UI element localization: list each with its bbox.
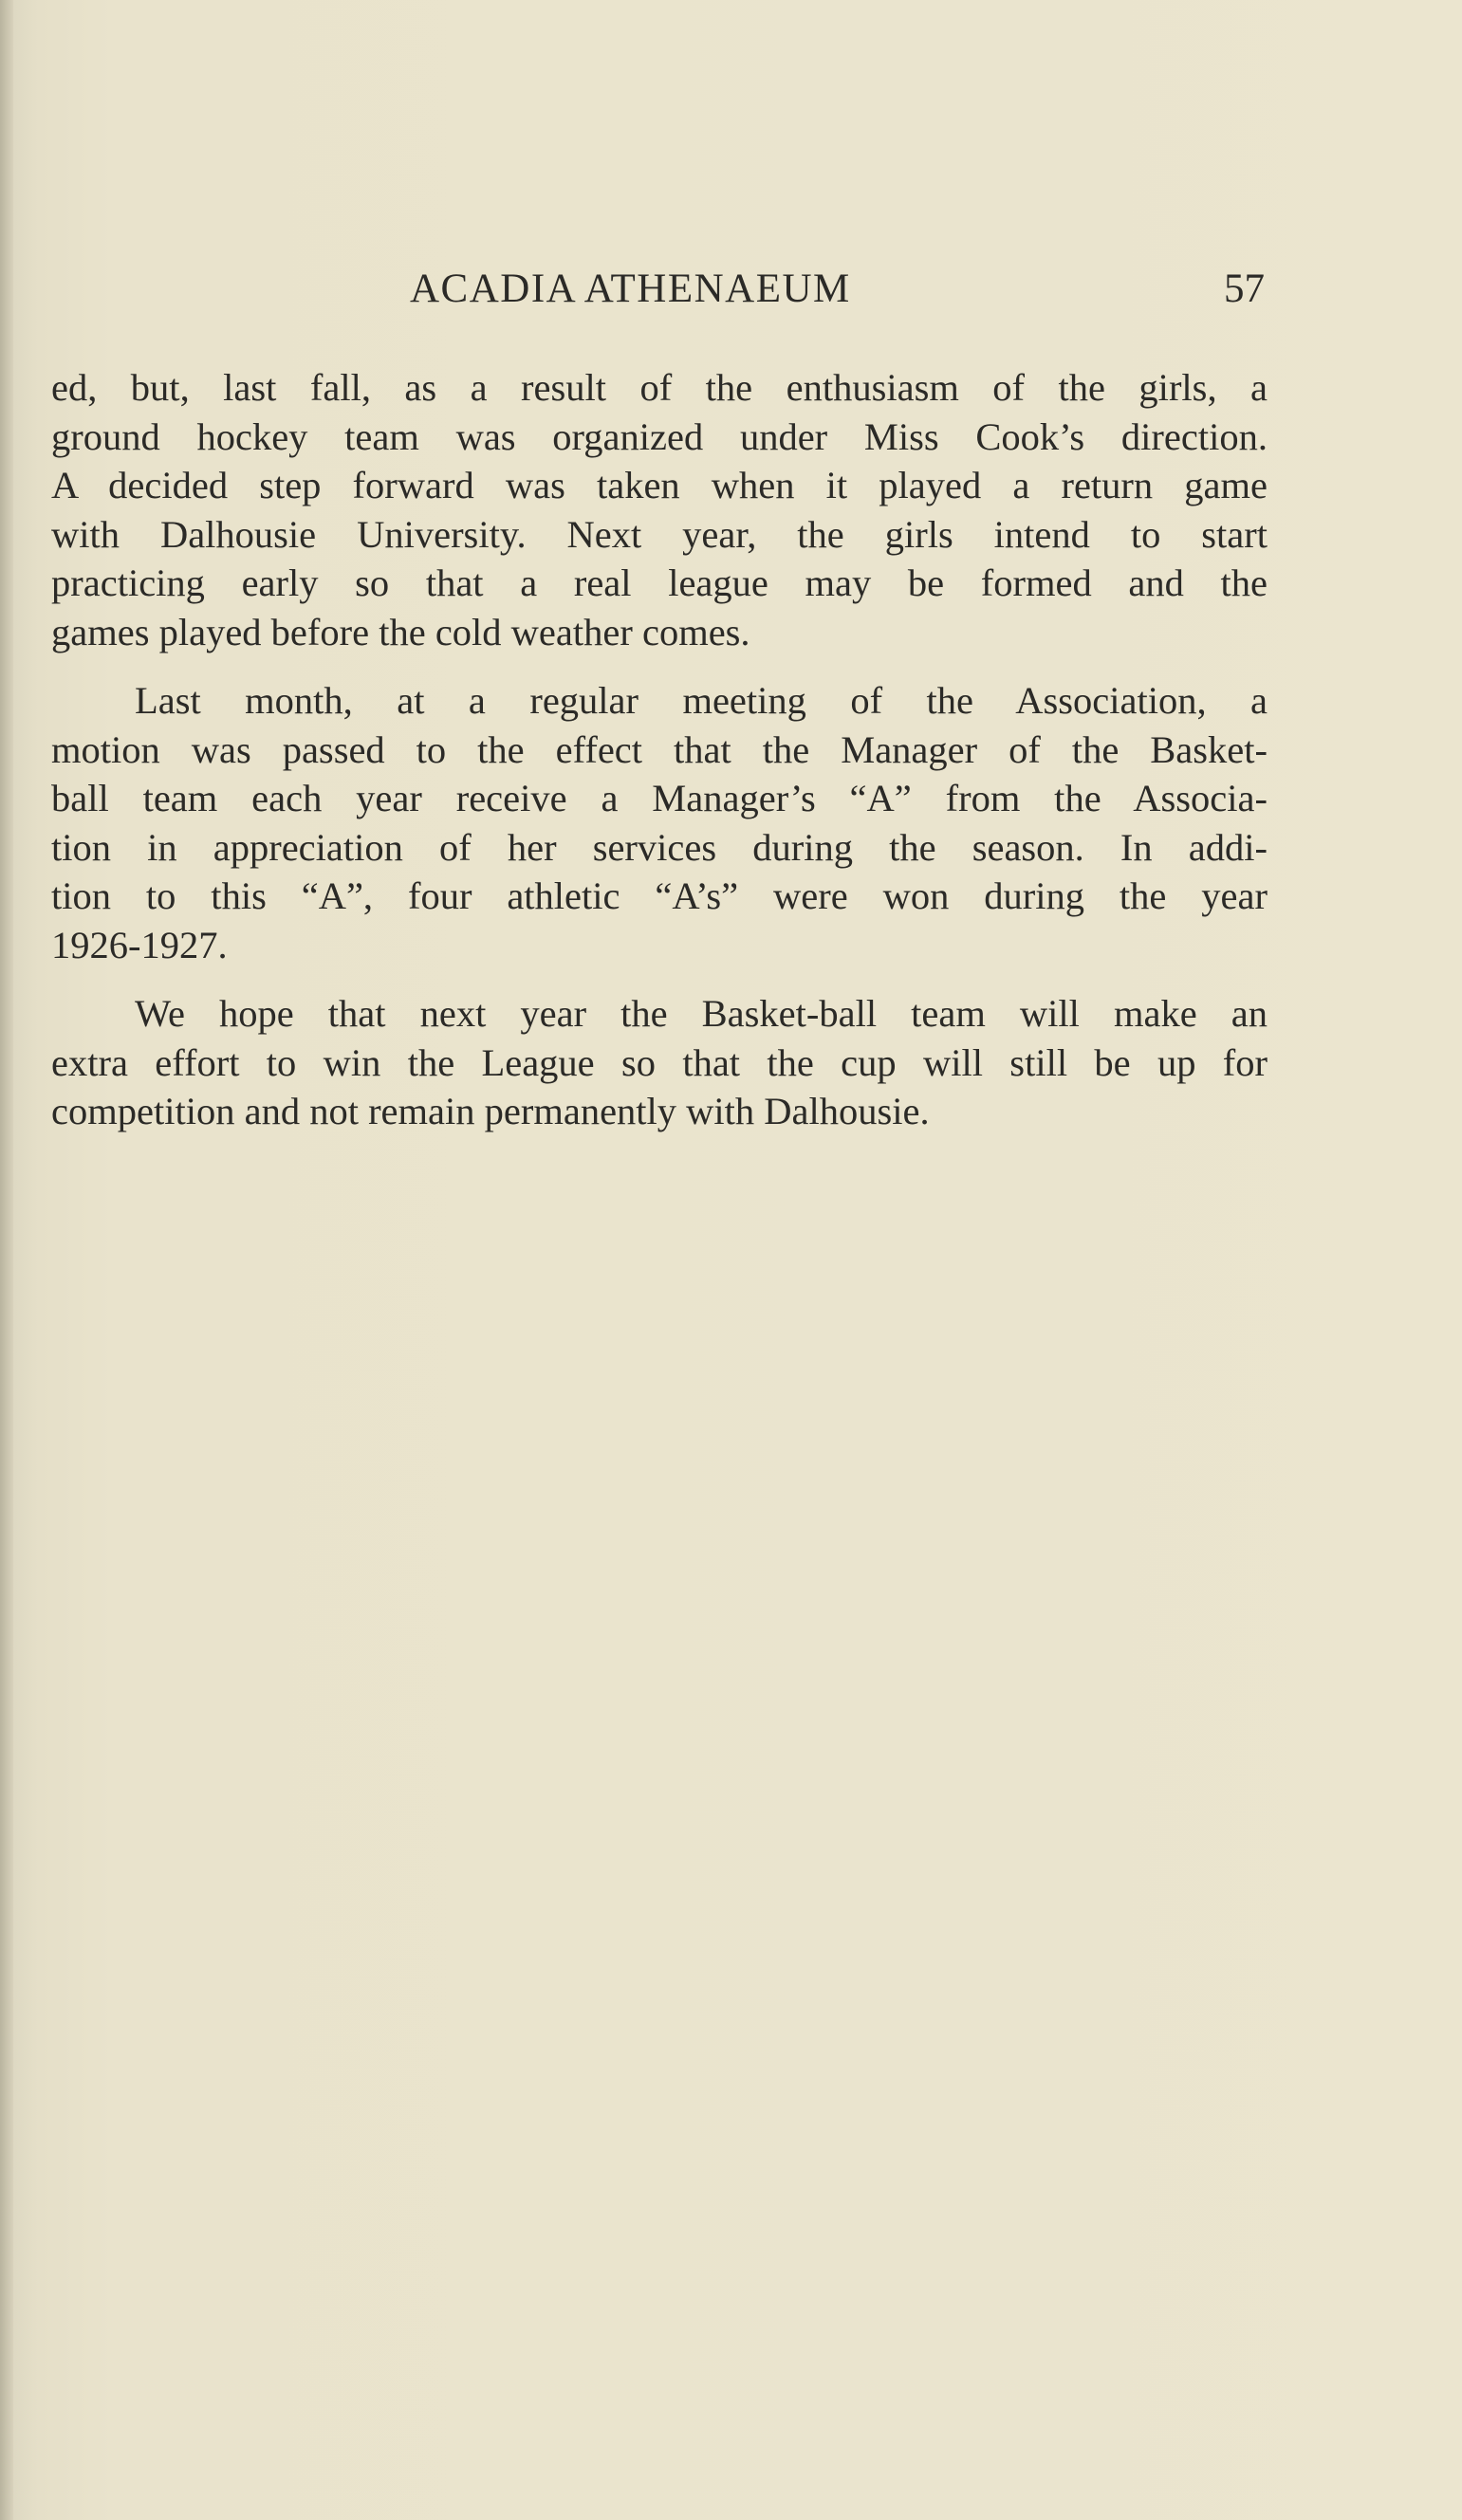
- page-number: 57: [1224, 267, 1265, 311]
- text-line: practicing early so that a real league may be formed and the: [51, 561, 1268, 604]
- text-line: Last month, at a regular meeting of the Association, a: [135, 679, 1268, 722]
- page-spine-shadow: [0, 0, 13, 2520]
- paragraph-1: [51, 363, 1268, 656]
- text-line: tion in appreciation of her services during the season. In addi-: [51, 825, 1268, 869]
- text-line: ball team each year receive a Manager’s “A” from the Associa-: [51, 777, 1268, 819]
- text-line: ed, but, last fall, as a result of the enthusiasm of the girls, a: [51, 366, 1268, 409]
- article-body: [51, 363, 1268, 1156]
- text-line: extra effort to win the League so that the cup will still be up for: [51, 1040, 1268, 1084]
- paragraph-2: [51, 676, 1268, 969]
- text-line: A decided step forward was taken when it played a return game: [51, 464, 1268, 506]
- running-head: [0, 261, 1462, 318]
- text-line: We hope that next year the Basket-ball team will make an: [135, 992, 1268, 1035]
- text-line: games played before the cold weather comes.: [51, 610, 750, 653]
- text-line: motion was passed to the effect that the Manager of the Basket-: [51, 727, 1268, 771]
- text-line: tion to this “A”, four athletic “A’s” were won during the year: [51, 874, 1268, 917]
- paragraph-3: [51, 989, 1268, 1136]
- journal-title: ACADIA ATHENAEUM: [410, 267, 851, 311]
- text-line: competition and not remain permanently with Dalhousie.: [51, 1090, 930, 1132]
- text-line: ground hockey team was organized under Miss Cook’s direction.: [51, 414, 1268, 458]
- text-line: with Dalhousie University. Next year, the girls intend to start: [51, 512, 1268, 556]
- text-line: 1926-1927.: [51, 923, 228, 966]
